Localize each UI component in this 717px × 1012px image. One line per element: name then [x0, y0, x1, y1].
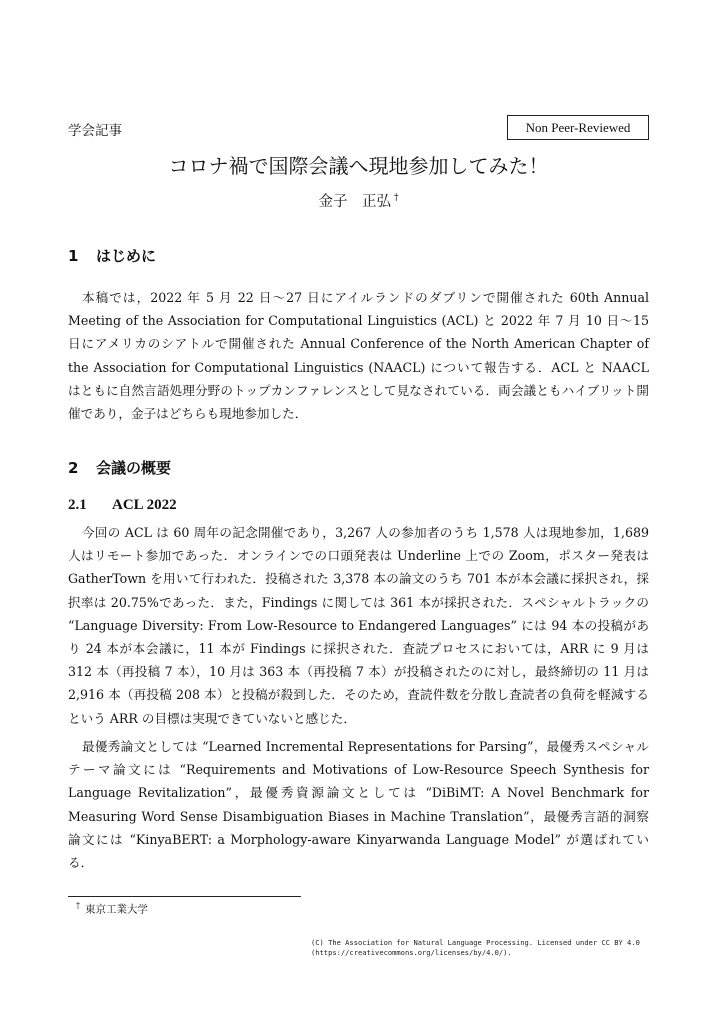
license-notice [311, 938, 651, 958]
intro-paragraph: 本稿では，2022 年 5 月 22 日〜27 日にアイルランドのダブリンで開催された 60th Annual Meeting of the Association for Computational Linguistics (ACL) と 2022 年 7 月 10 日〜15 日にアメリカのシアトルで開催された Annual Conference of the North American Chapter of the Association for Computational Linguistics (NAACL) について報告する．ACL と NAACL はともに自然言語処理分野のトップカンファレンスとして見なされている．両会議ともハイブリット開催であり，金子はどちらも現地参加した． [68, 290, 649, 422]
article-category: 学会記事 [68, 123, 122, 139]
subsection-title: ACL 2022 [112, 497, 177, 513]
best-paper-paragraph: 最優秀論文としては “Learned Incremental Representations for Parsing”，最優秀スペシャルテーマ論文には “Requirements and Motivations of Low-Resource Speech Synthesis for Language Revitalization”，最優秀資源論文としては “DiBiMT: A Novel Benchmark for Measuring Word Sense Disambiguation Biases in Machine Translation”，最優秀言語的洞察論文には “KinyaBERT: a Morphology-aware Kinyarwanda Language Model” が選ばれている． [68, 739, 649, 871]
section-number: 1 [68, 247, 79, 265]
section-number: 2 [68, 459, 79, 477]
footnote-mark: † [76, 901, 80, 910]
section-title: 会議の概要 [96, 459, 172, 477]
subsection-number: 2.1 [68, 497, 87, 513]
review-status-badge: Non Peer-Reviewed [507, 115, 649, 140]
subsection-heading-2-1 [68, 497, 177, 514]
footnote [76, 901, 148, 917]
acl-overview-paragraph: 今回の ACL は 60 周年の記念開催であり，3,267 人の参加者のうち 1,578 人は現地参加，1,689 人はリモート参加であった．オンラインでの口頭発表は Underline 上での Zoom，ポスター発表は GatherTown を用いて行われた．投稿された 3,378 本の論文のうち 701 本が本会議に採択され，採択率は 20.75%であった．また，Findings に関しては 361 本が採択された．スペシャルトラックの “Language Diversity: From Low-Resource to Endangered Languages” には 94 本の投稿があり 24 本が本会議に，11 本が Findings に採択された．査読プロセスにおいては，ARR に 9 月は 312 本（再投稿 7 本），10 月は 363 本（再投稿 7 本）が投稿されたのに対し，最終締切の 11 月は 2,916 本（再投稿 208 本）と投稿が殺到した．そのため，査読件数を分散し査読者の負荷を軽減するという ARR の目標は実現できていないと感じた． [68, 525, 649, 726]
license-line-1: (C) The Association for Natural Language Processing. Licensed under CC BY 4.0 [311, 938, 640, 947]
author-name: 金子 正弘 [318, 194, 391, 210]
author-affiliation-mark: † [394, 193, 399, 204]
section-title: はじめに [96, 247, 157, 265]
paper-title: コロナ禍で国際会議へ現地参加してみた！ [168, 154, 549, 178]
footnote-text: 東京工業大学 [85, 903, 148, 916]
license-line-2: (https://creativecommons.org/licenses/by/4.0/). [311, 948, 512, 957]
section-heading-2 [68, 457, 171, 478]
author-line [0, 190, 717, 211]
section-heading-1 [68, 245, 156, 266]
footnote-divider [68, 896, 301, 897]
